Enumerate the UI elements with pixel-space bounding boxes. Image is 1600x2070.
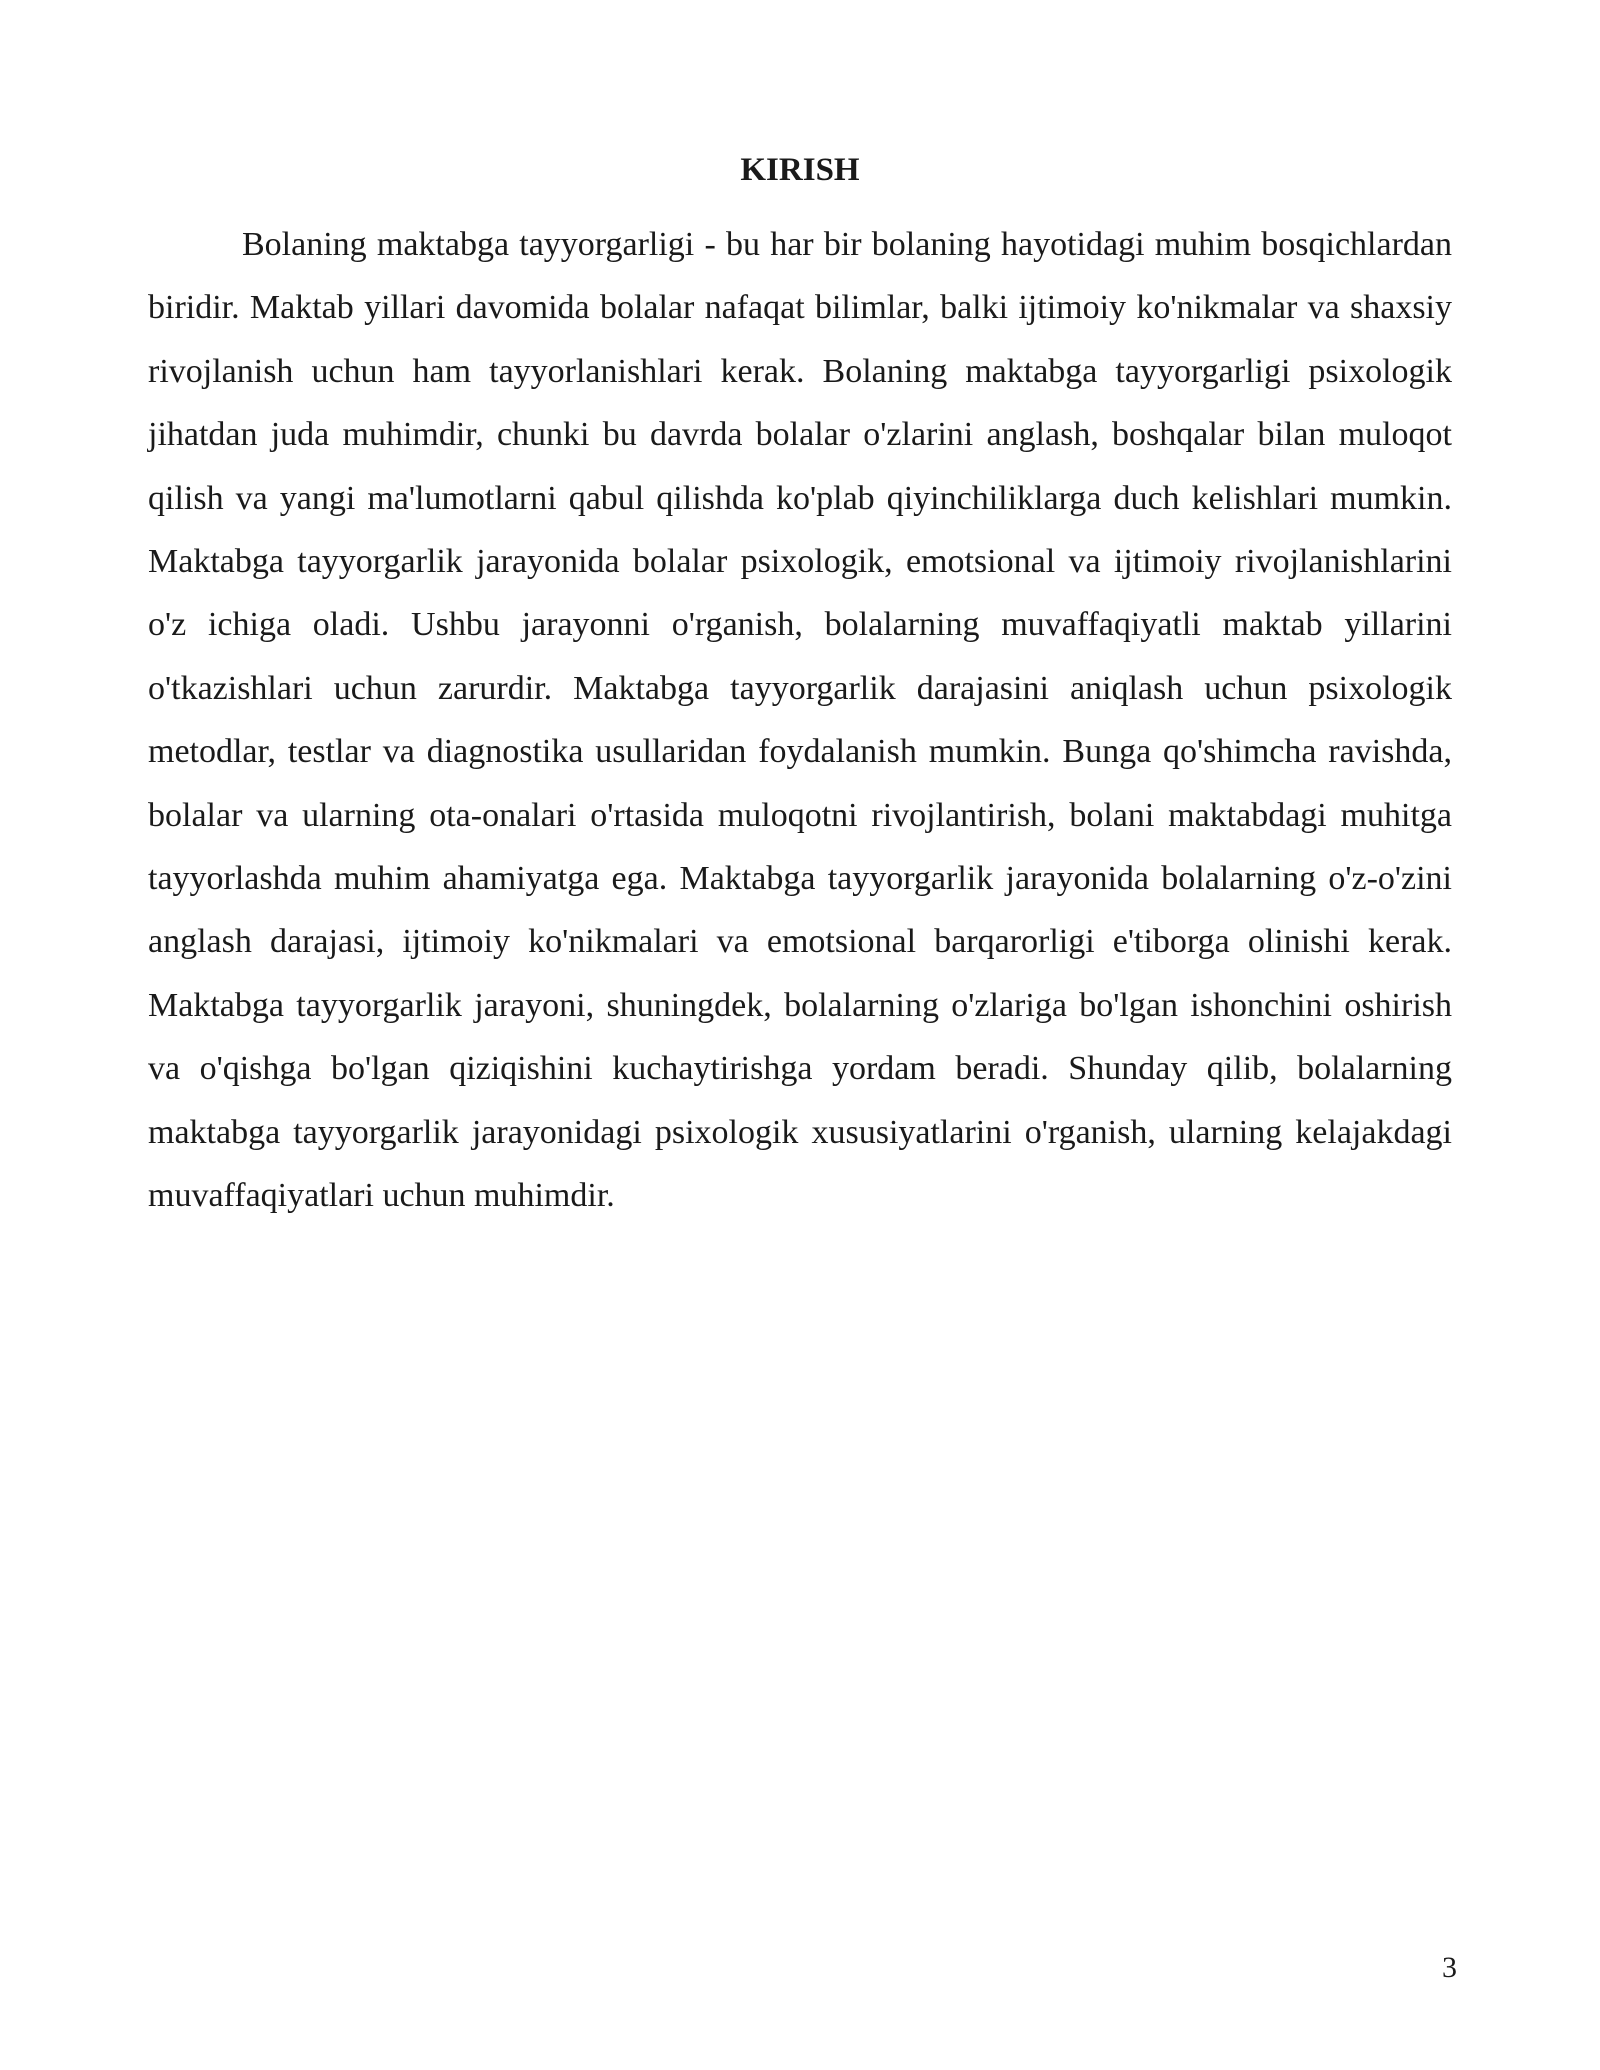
- page-title: KIRISH: [740, 152, 860, 188]
- page-number: 3: [1442, 1951, 1457, 1984]
- body-paragraph: Bolaning maktabga tayyorgarligi - bu har bir bolaning hayotidagi muhim bosqichlardan biridir. Maktab yillari davomida bolalar nafaqat bilimlar, balki ijtimoiy ko'nikmalar va shaxsiy rivojlanish uchun ham tayyorlanishlari kerak. Bolaning maktabga tayyorgarligi psixologik jihatdan juda muhimdir, chunki bu davrda bolalar o'zlarini anglash, boshqalar bilan muloqot qilish va yangi ma'lumotlarni qabul qilishda ko'plab qiyinchiliklarga duch kelishlari mumkin. Maktabga tayyorgarlik jarayonida bolalar psixologik, emotsional va ijtimoiy rivojlanishlarini o'z ichiga oladi. Ushbu jarayonni o'rganish, bolalarning muvaffaqiyatli maktab yillarini o'tkazishlari uchun zarurdir. Maktabga tayyorgarlik darajasini aniqlash uchun psixologik metodlar, testlar va diagnostika usullaridan foydalanish mumkin. Bunga qo'shimcha ravishda, bolalar va ularning ota-onalari o'rtasida muloqotni rivojlantirish, bolani maktabdagi muhitga tayyorlashda muhim ahamiyatga ega. Maktabga tayyorgarlik jarayonida bolalarning o'z-o'zini anglash darajasi, ijtimoiy ko'nikmalari va emotsional barqarorligi e'tiborga olinishi kerak. Maktabga tayyorgarlik jarayoni, shuningdek, bolalarning o'zlariga bo'lgan ishonchini oshirish va o'qishga bo'lgan qiziqishini kuchaytirishga yordam beradi. Shunday qilib, bolalarning maktabga tayyorgarlik jarayonidagi psixologik xususiyatlarini o'rganish, ularning kelajakdagi muvaffaqiyatlari uchun muhimdir.: [148, 226, 1452, 1215]
